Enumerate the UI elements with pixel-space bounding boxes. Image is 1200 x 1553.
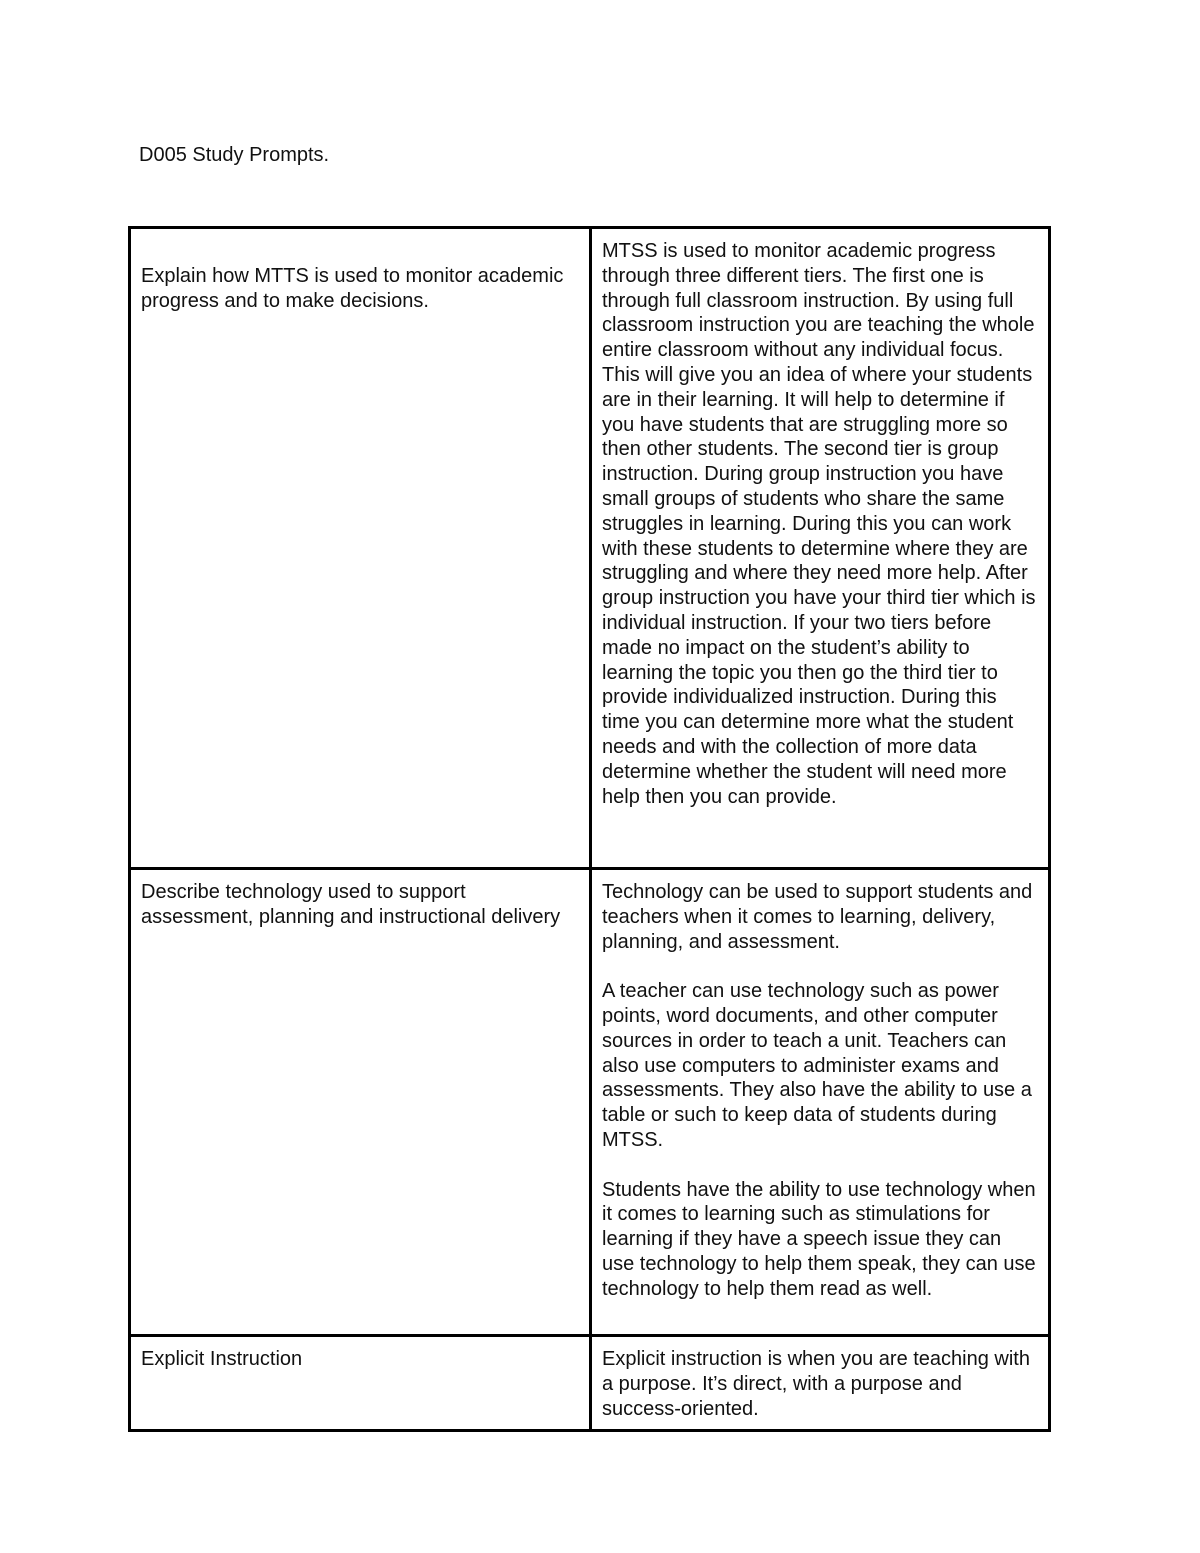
prompt-text: Describe technology used to support assessment, planning and instructional delivery xyxy=(141,881,561,928)
study-prompts-table xyxy=(128,226,1051,1432)
table-row xyxy=(130,1336,1050,1431)
document-title: D005 Study Prompts. xyxy=(139,144,330,166)
answer-cell xyxy=(591,228,1050,869)
answer-paragraph: Technology can be used to support students and teachers when it comes to learning, delivery, planning, and assessment. xyxy=(602,881,1033,953)
prompt-cell xyxy=(130,869,591,1336)
answer-paragraph: Students have the ability to use technology when it comes to learning such as stimulations for learning if they have a speech issue they can use technology to help them speak, they can use technology to help them read as well. xyxy=(602,1178,1036,1300)
answer-paragraph: MTSS is used to monitor academic progress through three different tiers. The first one is through full classroom instruction. By using full classroom instruction you are teaching the whole entire classroom without any individual focus. This will give you an idea of where your students are in their learning. It will help to determine if you have students that are struggling more so then other students. The second tier is group instruction. During group instruction you have small groups of students who share the same struggles in learning. During this you can work with these students to determine where they are struggling and where they need more help. After group instruction you have your third tier which is individual instruction. If your two tiers before made no impact on the student’s ability to learning the topic you then go the third tier to provide individualized instruction. During this time you can determine more what the student needs and with the collection of more data determine whether the student will need more help then you can provide. xyxy=(602,240,1036,808)
prompt-text: Explicit Instruction xyxy=(141,1348,303,1370)
answer-paragraph: A teacher can use technology such as power points, word documents, and other computer sources in order to teach a unit. Teachers can also use computers to administer exams and assessments. They also have the ability to use a table or such to keep data of students during MTSS. xyxy=(602,980,1032,1151)
table-row xyxy=(130,228,1050,869)
table-row xyxy=(130,869,1050,1336)
prompt-cell xyxy=(130,1336,591,1431)
answer-paragraph: Explicit instruction is when you are teaching with a purpose. It’s direct, with a purpose and success-oriented. xyxy=(602,1348,1030,1420)
answer-cell xyxy=(591,869,1050,1336)
answer-cell xyxy=(591,1336,1050,1431)
prompt-cell xyxy=(130,228,591,869)
prompt-text: Explain how MTTS is used to monitor academic progress and to make decisions. xyxy=(141,265,564,312)
